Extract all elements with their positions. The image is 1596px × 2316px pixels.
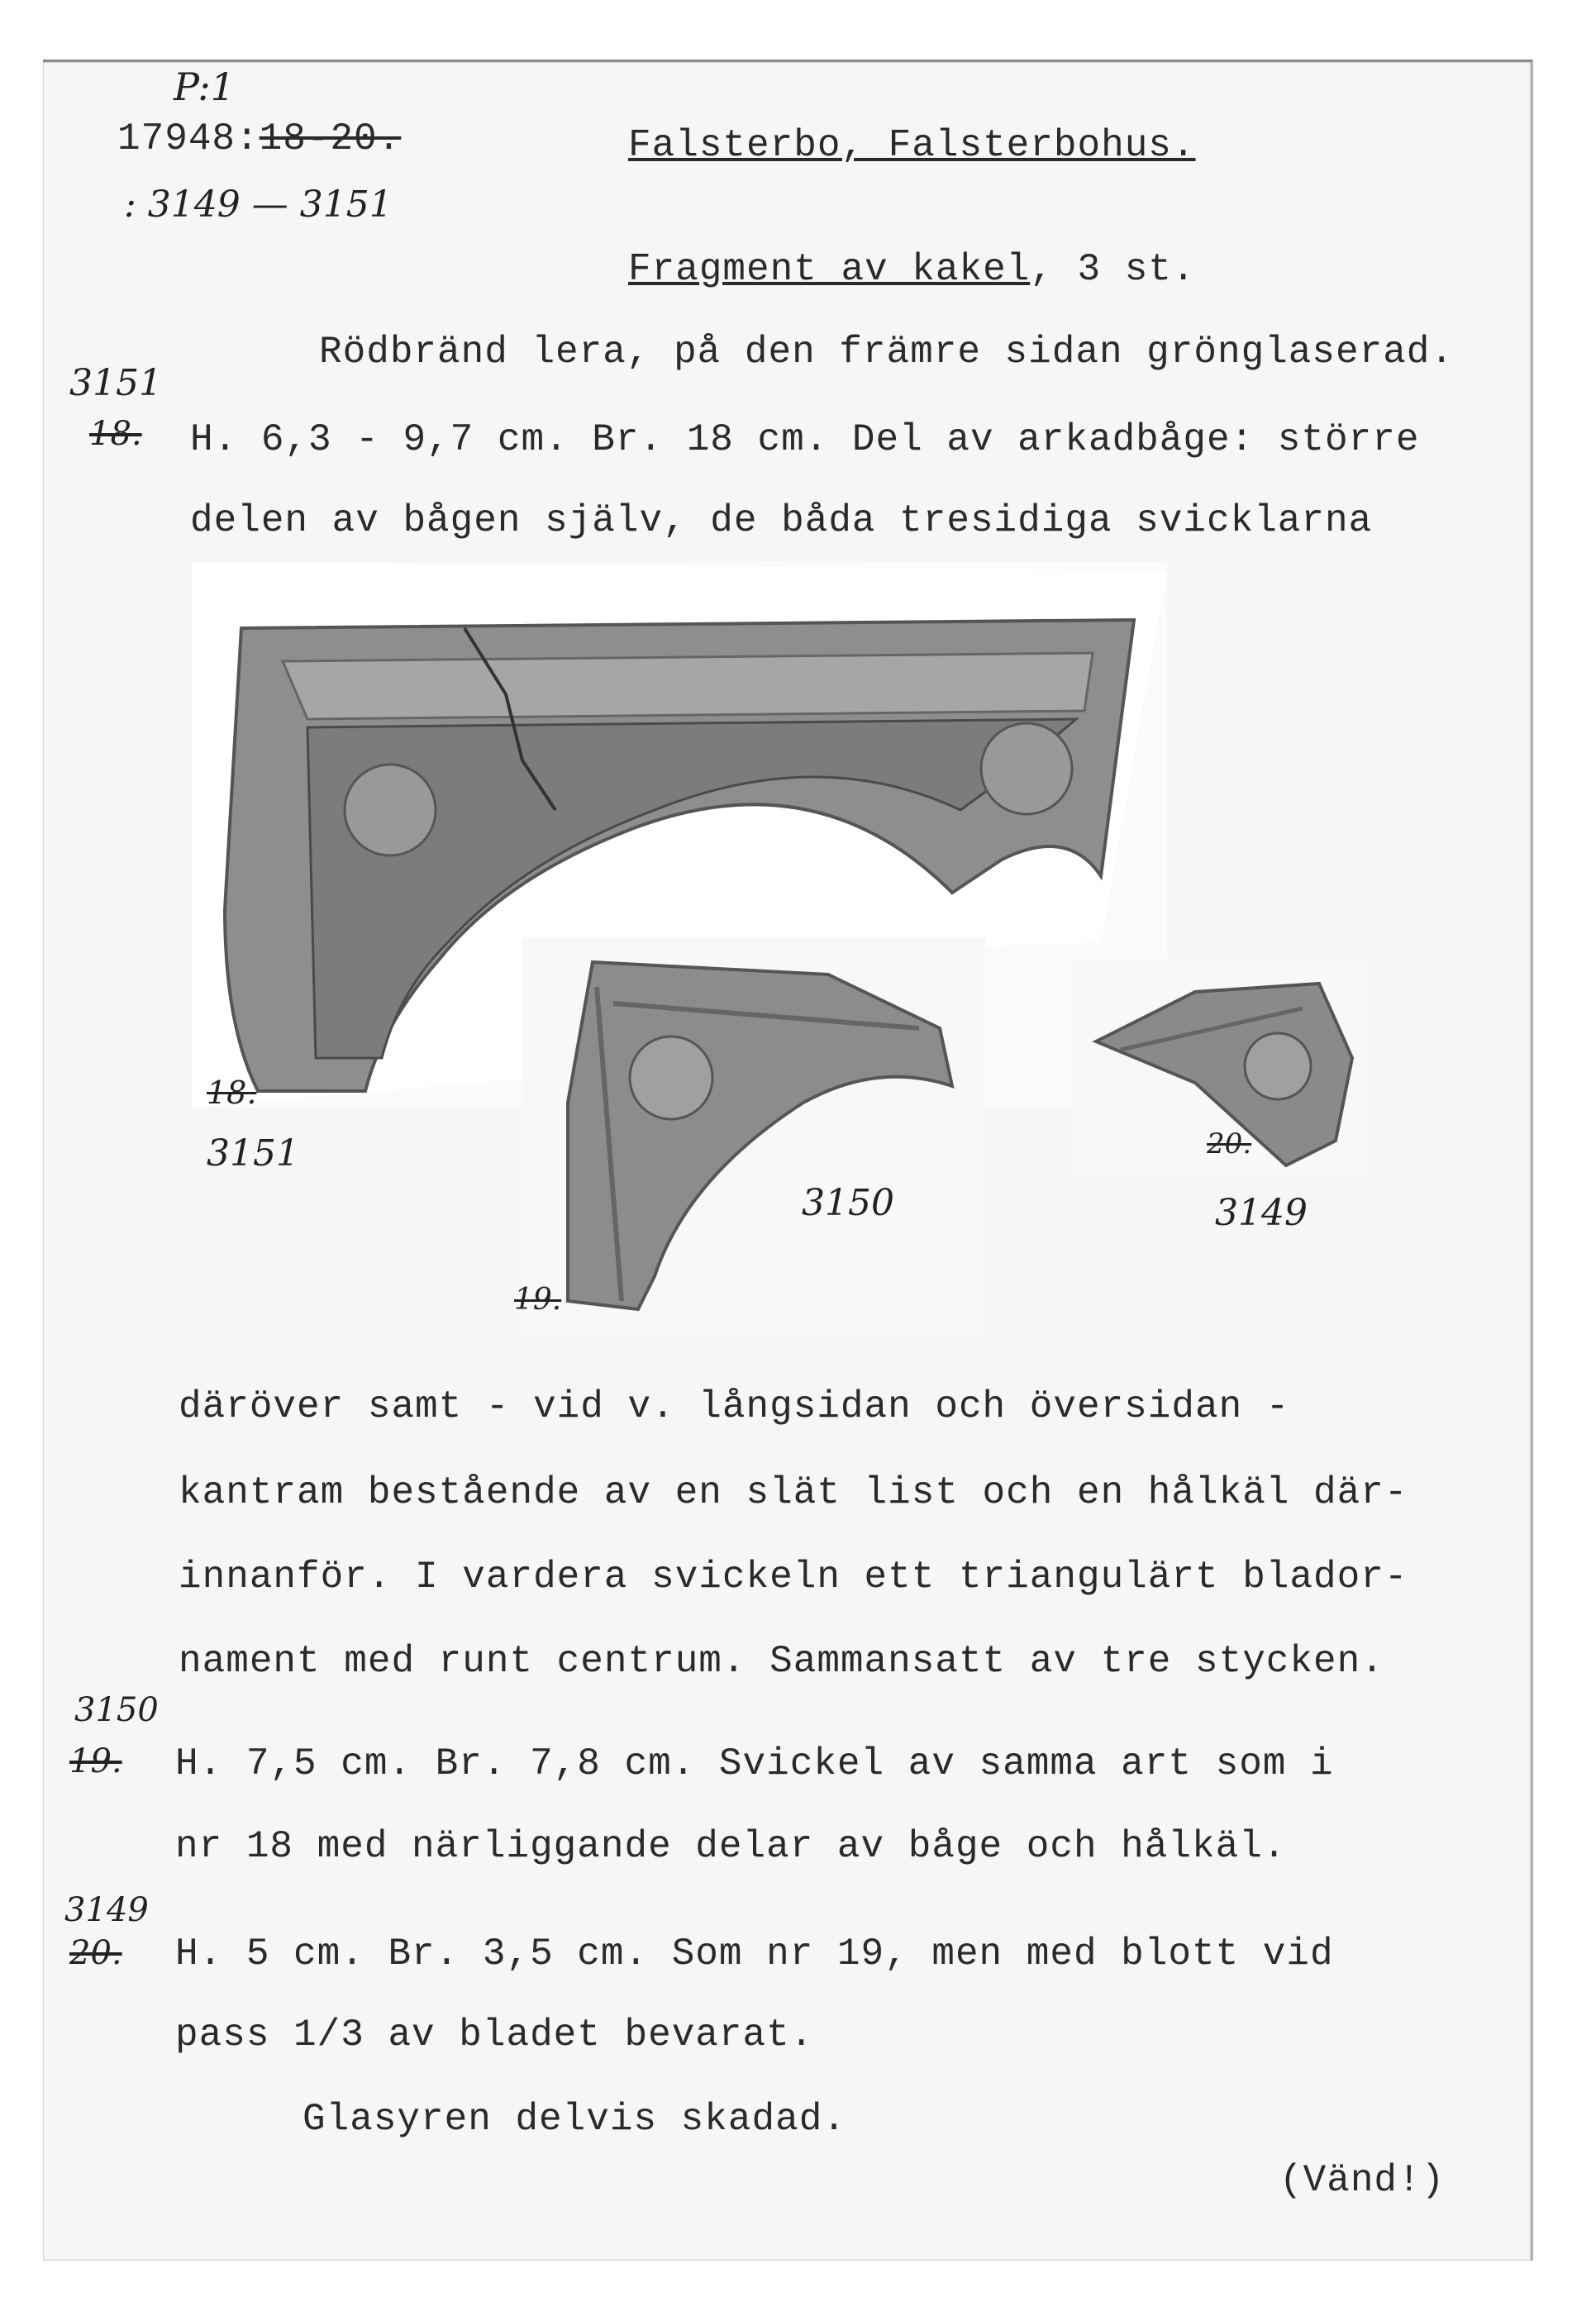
- item18-line1: H. 6,3 - 9,7 cm. Br. 18 cm. Del av arkadbåge: större: [190, 418, 1420, 461]
- continuation-line-3: innanför. I vardera svickeln ett triangulärt blador-: [179, 1556, 1408, 1599]
- item19-line1: H. 7,5 cm. Br. 7,8 cm. Svickel av samma art som i: [175, 1742, 1334, 1785]
- catalog-prefix: 17948:: [117, 117, 260, 160]
- title-line: [628, 248, 1196, 291]
- title-underlined: Fragment av kakel: [628, 248, 1031, 291]
- photo-3151-old-label: 18.: [207, 1075, 257, 1111]
- item19-old-number: 19.: [69, 1742, 122, 1780]
- continuation-line-1: däröver samt - vid v. långsidan och översidan -: [179, 1385, 1290, 1428]
- item20-new-number: 3149: [64, 1891, 149, 1929]
- continuation-line-4: nament med runt centrum. Sammansatt av tre stycken.: [179, 1640, 1384, 1683]
- item20-line1: H. 5 cm. Br. 3,5 cm. Som nr 19, men med blott vid: [175, 1932, 1334, 1975]
- spandrel-fragment-image: [522, 937, 985, 1332]
- glaze-note: Glasyren delvis skadad.: [303, 2098, 846, 2141]
- item19-new-number: 3150: [74, 1691, 159, 1729]
- ref-p: P:1: [174, 64, 236, 109]
- location-heading: Falsterbo, Falsterbohus.: [628, 124, 1196, 167]
- photo-3150-old-label: 19.: [514, 1283, 562, 1317]
- turn-over-note: (Vänd!): [1279, 2159, 1446, 2202]
- item19-line2: nr 18 med närliggande delar av båge och hålkäl.: [175, 1825, 1287, 1868]
- item20-old-number: 20.: [69, 1934, 122, 1972]
- continuation-line-2: kantram bestående av en slät list och en hålkäl där-: [179, 1471, 1408, 1514]
- item18-new-number: 3151: [69, 362, 162, 404]
- intro-text: Rödbränd lera, på den främre sidan grönglaserad.: [319, 331, 1455, 374]
- catalog-old-range: 18-20.: [259, 117, 402, 160]
- catalog-number-line: [117, 117, 401, 160]
- item20-line2: pass 1/3 av bladet bevarat.: [175, 2013, 814, 2056]
- title-rest: , 3 st.: [1030, 248, 1196, 291]
- photo-3150-new-label: 3150: [802, 1182, 894, 1224]
- photo-3149-old-label: 20.: [1207, 1127, 1252, 1160]
- item18-line2: delen av bågen själv, de båda tresidiga svicklarna: [190, 499, 1373, 542]
- photo-3151-new-label: 3151: [207, 1132, 299, 1175]
- item18-old-number: 18.: [89, 415, 142, 453]
- catalog-new-range: : 3149 — 3151: [124, 183, 393, 226]
- photo-3150: [522, 937, 985, 1332]
- photo-3149-new-label: 3149: [1215, 1192, 1308, 1234]
